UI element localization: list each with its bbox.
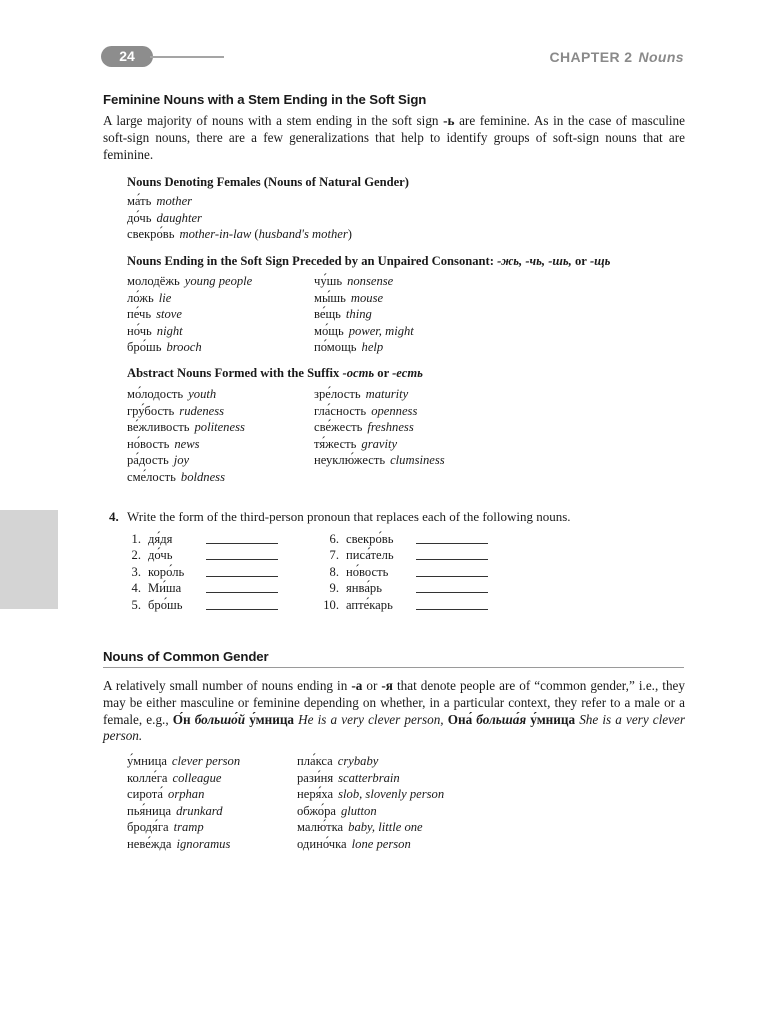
intro-text: or [362, 678, 382, 693]
english-gloss: brooch [166, 340, 202, 355]
side-thumb-tab [0, 510, 58, 609]
group3-heading [127, 366, 423, 381]
item-number: 10. [323, 597, 339, 612]
russian-word: пья́ница [127, 803, 172, 818]
english-gloss: drunkard [176, 803, 223, 818]
running-header [549, 49, 684, 65]
section-rule [103, 667, 684, 668]
english-gloss: freshness [367, 420, 414, 435]
russian-word: колле́га [127, 770, 168, 785]
group3-right-list [314, 386, 445, 469]
english-gloss: news [174, 436, 200, 451]
ending-a: -а [351, 678, 363, 693]
russian-word: зре́лость [314, 387, 361, 401]
exercise-word: до́чь [148, 548, 173, 563]
russian-word: пе́чь [127, 307, 152, 322]
section-heading-common-gender: Nouns of Common Gender [103, 649, 269, 664]
answer-blank[interactable] [416, 592, 488, 593]
exercise-item [319, 580, 499, 596]
section1-intro [103, 113, 685, 163]
english-gloss: night [156, 323, 183, 338]
russian-word: свекро́вь [127, 227, 175, 242]
list-item [127, 419, 245, 436]
english-gloss: lie [158, 290, 172, 305]
list-item [314, 290, 414, 307]
russian-word: ве́жливость [127, 420, 190, 435]
intro-text: A relatively small number of nouns ending in [103, 678, 352, 693]
russian-word: одино́чка [297, 836, 347, 851]
russian-word: обжо́ра [297, 803, 336, 818]
list-item [314, 306, 414, 323]
list-item [314, 403, 445, 420]
list-item [127, 836, 240, 853]
russian-word: неве́жда [127, 836, 172, 851]
list-item [297, 753, 444, 770]
common-gender-right-list [297, 753, 444, 853]
item-number: 5. [131, 597, 141, 612]
list-item [314, 273, 414, 290]
list-item [127, 386, 245, 403]
russian-word: сирота́ [127, 787, 164, 802]
english-gloss: crybaby [337, 754, 379, 768]
english-gloss: mother-in-law [179, 227, 252, 242]
common-gender-left-list [127, 753, 240, 853]
chapter-label: CHAPTER 2 [549, 49, 633, 65]
answer-blank[interactable] [416, 543, 488, 544]
list-item [127, 436, 245, 453]
russian-word: све́жесть [314, 420, 363, 435]
russian-word: гла́сность [314, 403, 367, 418]
exercise-item [127, 564, 287, 580]
section2-intro [103, 678, 685, 745]
english-gloss: mother [156, 194, 193, 208]
russian-word: рази́ня [297, 770, 334, 785]
russian-word: неря́ха [297, 787, 334, 802]
russian-word: ра́дость [127, 453, 169, 468]
ending-ya: -я [381, 678, 393, 693]
russian-word: молодёжь [127, 274, 180, 288]
list-item [127, 786, 240, 803]
russian-word: мы́шь [314, 290, 346, 305]
exercise-item [127, 547, 287, 563]
exercise-word: коро́ль [148, 564, 185, 579]
answer-blank[interactable] [206, 609, 278, 610]
exercise-word: янва́рь [346, 581, 382, 596]
list-item [314, 436, 445, 453]
exercise-word: дя́дя [148, 532, 173, 546]
intro-text-2: are feminine. As in the case of masculine soft-sign nouns, there are a few generalizations that help to identify groups of soft-sign nouns that are feminine. [103, 113, 685, 162]
suffix-ost: -ость [342, 366, 375, 380]
english-gloss: slob, slovenly person [338, 787, 445, 802]
russian-word: ве́щь [314, 307, 341, 322]
item-number: 8. [329, 564, 339, 579]
english-gloss: glutton [340, 803, 377, 818]
list-item [127, 306, 252, 323]
exercise-word: Ми́ша [148, 581, 182, 596]
russian-word: неуклю́жесть [314, 453, 386, 468]
english-gloss: baby, little one [348, 820, 423, 835]
list-item [314, 323, 414, 340]
exercise-item [127, 531, 287, 547]
english-gloss: lone person [351, 836, 411, 851]
english-gloss: clever person [171, 754, 241, 768]
english-gloss: mouse [350, 290, 384, 305]
list-item [127, 819, 240, 836]
english-gloss: tramp [173, 820, 204, 835]
list-item [297, 786, 444, 803]
example-adjective: большо́й [190, 711, 246, 727]
exercise-item [127, 580, 287, 596]
english-gloss: orphan [168, 787, 205, 802]
exercise-item [319, 597, 499, 613]
list-item [314, 386, 445, 403]
group1-heading: Nouns Denoting Females (Nouns of Natural Gender) [127, 175, 409, 189]
russian-word: ма́ть [127, 194, 152, 208]
section-heading-feminine-soft-sign: Feminine Nouns with a Stem Ending in the Soft Sign [103, 92, 427, 107]
exercise-word: но́вость [346, 564, 389, 579]
item-number: 1. [131, 532, 141, 546]
exercise-word: апте́карь [346, 597, 393, 612]
group1-list [127, 193, 352, 243]
list-item [314, 452, 445, 469]
russian-word: тя́жесть [314, 436, 357, 451]
group3-heading-text: Abstract Nouns Formed with the Suffix [127, 366, 343, 380]
page-number: 24 [101, 46, 153, 67]
russian-word: ло́жь [127, 290, 154, 305]
english-gloss: gravity [361, 436, 398, 451]
item-number: 7. [329, 548, 339, 563]
english-gloss: daughter [156, 210, 202, 225]
english-gloss: scatterbrain [338, 770, 400, 785]
soft-sign-ending: -ь [443, 113, 455, 128]
exercise-word: писа́тель [346, 548, 394, 563]
english-gloss: joy [173, 453, 190, 468]
example-noun: у́мница [526, 711, 576, 727]
english-gloss: young people [184, 274, 253, 288]
example-adjective: больша́я [472, 711, 527, 727]
example-noun: у́мница [245, 711, 295, 727]
english-gloss: maturity [365, 387, 409, 401]
russian-word: бродя́га [127, 820, 169, 835]
english-gloss: clumsiness [390, 453, 445, 468]
example-pronoun: Она́ [443, 711, 473, 727]
english-gloss: nonsense [347, 274, 394, 288]
english-gloss: ignoramus [176, 836, 231, 851]
example-pronoun: О́н [172, 711, 191, 727]
intro-text: that denote people are of “common gender,” i.e., they may be either masculine or feminine depending on whether, in a particular context, they refer to a male or a female, e.g., [103, 678, 685, 727]
list-item [127, 339, 252, 356]
english-gloss: boldness [180, 469, 225, 484]
list-item [297, 819, 444, 836]
list-item [297, 803, 444, 820]
list-item [127, 273, 252, 290]
russian-word: мо́лодость [127, 387, 184, 401]
english-gloss: openness [371, 403, 418, 418]
list-item [297, 770, 444, 787]
answer-blank[interactable] [206, 543, 278, 544]
item-number: 2. [131, 548, 141, 563]
gloss-note: husband's mother [258, 227, 348, 242]
english-gloss: colleague [172, 770, 222, 785]
exercise-left-list [127, 531, 287, 613]
english-gloss: rudeness [179, 403, 225, 418]
english-gloss: politeness [194, 420, 245, 435]
exercise-word: бро́шь [148, 597, 183, 612]
answer-blank[interactable] [416, 559, 488, 560]
header-rule [150, 56, 224, 58]
russian-word: у́мница [127, 754, 167, 768]
item-number: 6. [329, 532, 339, 546]
english-gloss: stove [156, 307, 182, 322]
list-item [127, 403, 245, 420]
list-item [127, 753, 240, 770]
group3-or: or [374, 366, 393, 380]
group2-endings: -жь, -чь, -шь, [497, 254, 575, 268]
exercise-instruction: Write the form of the third-person pronoun that replaces each of the following nouns. [127, 509, 571, 524]
group2-or: or [574, 254, 587, 268]
intro-text-1: A large majority of nouns with a stem ending in the soft sign [103, 113, 444, 128]
answer-blank[interactable] [416, 609, 488, 610]
item-number: 3. [131, 564, 141, 579]
exercise-number: 4. [109, 509, 119, 524]
english-gloss: help [361, 340, 384, 355]
answer-blank[interactable] [416, 576, 488, 577]
list-item [127, 469, 245, 486]
group2-left-list [127, 273, 252, 356]
english-gloss: youth [188, 387, 217, 401]
list-item [127, 770, 240, 787]
list-item [127, 323, 252, 340]
list-item [127, 803, 240, 820]
russian-word: до́чь [127, 210, 152, 225]
russian-word: но́чь [127, 323, 152, 338]
english-gloss: thing [345, 307, 372, 322]
exercise-item [127, 597, 287, 613]
group3-left-list [127, 386, 245, 486]
russian-word: чу́шь [314, 274, 343, 288]
example-translation: He is a very clever person, [294, 711, 444, 727]
exercise-word: свекро́вь [346, 532, 394, 546]
item-number: 4. [131, 581, 141, 596]
russian-word: сме́лость [127, 469, 176, 484]
russian-word: мо́щь [314, 323, 344, 338]
exercise-item [319, 564, 499, 580]
answer-blank[interactable] [206, 559, 278, 560]
group2-heading-text: Nouns Ending in the Soft Sign Preceded by an Unpaired Consonant: [127, 254, 498, 268]
russian-word: бро́шь [127, 340, 162, 355]
answer-blank[interactable] [206, 592, 278, 593]
answer-blank[interactable] [206, 576, 278, 577]
list-item [127, 210, 352, 227]
russian-word: по́мощь [314, 340, 357, 355]
example-translation: She is a very clever person. [103, 711, 685, 744]
list-item [297, 836, 444, 853]
list-item [127, 452, 245, 469]
group2-last-ending: -щь [586, 254, 611, 268]
russian-word: но́вость [127, 436, 170, 451]
exercise-right-list [319, 531, 499, 613]
chapter-title: Nouns [638, 49, 684, 65]
russian-word: пла́кса [297, 754, 333, 768]
list-item: свекро́вь mother-in-law (husband's mother) [127, 227, 352, 242]
exercise-item [319, 531, 499, 547]
russian-word: гру́бость [127, 403, 175, 418]
suffix-est: -есть [392, 366, 423, 380]
exercise-item [319, 547, 499, 563]
item-number: 9. [329, 581, 339, 596]
russian-word: малю́тка [297, 820, 344, 835]
list-item [127, 193, 352, 210]
list-item [314, 339, 414, 356]
group2-right-list [314, 273, 414, 356]
list-item [127, 290, 252, 307]
list-item [314, 419, 445, 436]
english-gloss: power, might [348, 323, 414, 338]
group2-heading [127, 254, 610, 269]
